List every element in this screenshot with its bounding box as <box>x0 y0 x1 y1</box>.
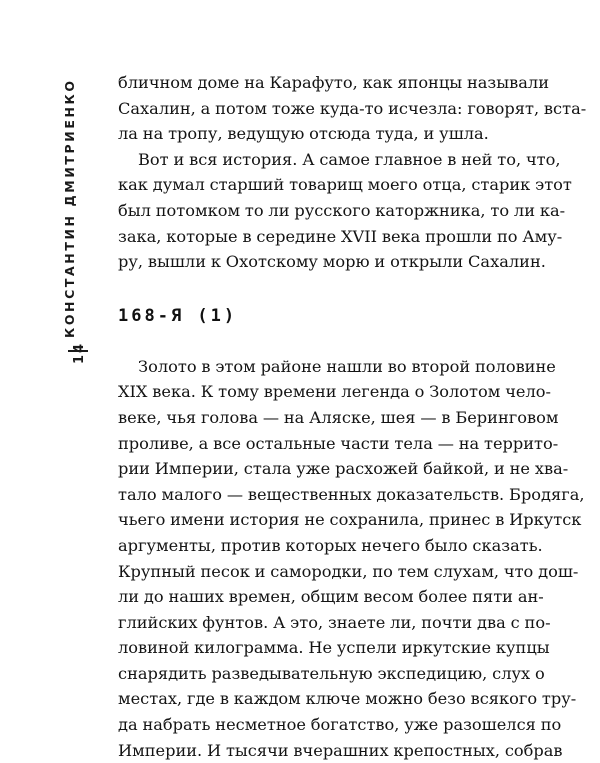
text-line: XIX века. К тому времени легенда о Золотом чело- <box>118 382 551 402</box>
text-line: зака, которые в середине XVII века прошли по Аму- <box>118 226 563 246</box>
text-line: Вот и вся история. А самое главное в ней то, что, <box>138 149 561 169</box>
text-line: бличном доме на Карафуто, как японцы называли <box>118 73 549 92</box>
page-number: 14 <box>72 341 87 364</box>
paragraph-2 <box>118 147 572 275</box>
text-column <box>118 70 587 763</box>
text-line: чьего имени история не сохранила, принес в Иркутск <box>118 510 582 530</box>
text-line: был потомком то ли русского каторжника, то ли ка- <box>118 200 566 220</box>
text-line: Золото в этом районе нашли во второй половине <box>138 356 556 376</box>
text-line: тало малого — вещественных доказательств. Бродяга, <box>118 484 585 504</box>
text-line: веке, чья голова — на Аляске, шея — в Беринговом <box>118 407 559 427</box>
text-line: глийских фунтов. А это, знаете ли, почти два с по- <box>118 612 551 632</box>
text-line: Империи. И тысячи вчерашних крепостных, собрав <box>118 740 563 760</box>
text-line: Сахалин, а потом тоже куда-то исчезла: говорят, вста- <box>118 98 587 118</box>
paragraph-1 <box>118 70 587 147</box>
text-line: как думал старший товарищ моего отца, старик этот <box>118 175 572 195</box>
text-line: рии Империи, стала уже расхожей байкой, и не хва- <box>118 459 569 479</box>
text-line: ру, вышли к Охотскому морю и открыли Сахалин. <box>118 252 546 272</box>
text-line: Крупный песок и самородки, по тем слухам, что дош- <box>118 561 579 581</box>
text-line: ли до наших времен, общим весом более пяти ан- <box>118 587 544 607</box>
text-line: да набрать несметное богатство, уже разошелся по <box>118 715 562 735</box>
text-line: аргументы, против которых нечего было сказать. <box>118 535 543 555</box>
text-line: местах, где в каждом ключе можно безо всякого тру- <box>118 689 577 709</box>
text-line: ла на тропу, ведущую отсюда туда, и ушла. <box>118 124 489 144</box>
text-line: ловиной килограмма. Не успели иркутские купцы <box>118 638 550 658</box>
author-name: КОНСТАНТИН ДМИТРИЕНКО <box>62 78 77 338</box>
text-line: снарядить разведывательную экспедицию, слух о <box>118 663 545 683</box>
text-line: проливе, а все остальные части тела — на террито- <box>118 433 559 453</box>
chapter-heading: 168-Я (1) <box>118 305 238 326</box>
paragraph-3 <box>118 354 585 763</box>
